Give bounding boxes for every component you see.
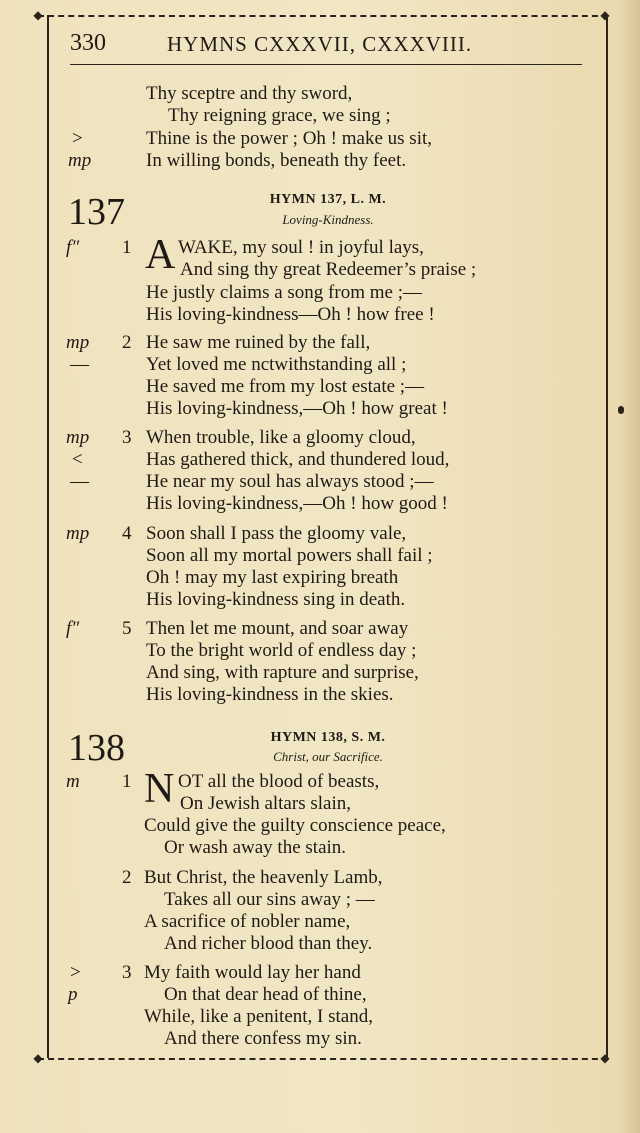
dynamic-mark: p [68,984,78,1005]
drop-cap: N [144,766,175,812]
hymn-heading-137: HYMN 137, L. M. [269,192,387,207]
page-header [70,30,590,60]
hymn-number-137: 137 [68,191,125,233]
stanza-number: 1 [122,237,132,258]
verse-line: Has gathered thick, and thundered loud, [146,449,450,470]
verse-line: His loving-kindness,—Oh ! how great ! [146,398,448,419]
verse-line: When trouble, like a gloomy cloud, [146,427,416,448]
verse-line: He justly claims a song from me ;— [146,282,422,303]
dynamic-mark: < [72,449,83,470]
corner-ornament-icon: ◆ [600,1051,610,1065]
dynamic-mark: — [70,471,89,492]
verse-line: WAKE, my soul ! in joyful lays, [178,237,424,258]
verse-line: My faith would lay her hand [144,962,361,983]
stanza-number: 4 [122,523,132,544]
header-rule [70,64,582,65]
corner-ornament-icon: ◆ [33,1051,43,1065]
verse-line: OT all the blood of beasts, [178,771,380,792]
dynamic-mark: f″ [66,237,80,258]
corner-ornament-icon: ◆ [600,8,610,22]
verse-line: Thy sceptre and thy sword, [146,83,353,104]
verse-line: His loving-kindness in the skies. [146,684,394,705]
verse-line: A sacrifice of nobler name, [144,911,351,932]
verse-line: Takes all our sins away ; — [164,889,375,910]
dynamic-mark: > [70,962,81,983]
verse-line: On that dear head of thine, [164,984,367,1005]
verse-line: His loving-kindness,—Oh ! how good ! [146,493,448,514]
verse-line: In willing bonds, beneath thy feet. [146,150,407,171]
hymn-heading-138: HYMN 138, S. M. [270,730,386,745]
running-title: HYMNS CXXXVII, CXXXVIII. [167,32,473,56]
frame-top-border [38,15,608,17]
verse-line: But Christ, the heavenly Lamb, [144,867,383,888]
frame-left-border [47,15,49,1058]
dynamic-mark: m [66,771,80,792]
verse-line: He saved me from my lost estate ;— [146,376,425,397]
verse-line: To the bright world of endless day ; [146,640,417,661]
verse-line: Or wash away the stain. [164,837,347,858]
verse-line: While, like a penitent, I stand, [144,1006,373,1027]
page-number: 330 [70,30,106,56]
stanza-number: 3 [122,962,132,983]
page-edge-shadow [620,0,640,1133]
verse-line: Then let me mount, and soar away [146,618,409,639]
verse-line: He near my soul has always stood ;— [146,471,434,492]
corner-ornament-icon: ◆ [33,8,43,22]
verse-line: Yet loved me nctwithstanding all ; [146,354,407,375]
dynamic-mark: — [70,354,89,375]
verse-line: Could give the guilty conscience peace, [144,815,446,836]
ink-speck [618,406,624,414]
frame-right-border [606,15,608,1058]
dynamic-mark: mp [66,427,90,448]
verse-line: He saw me ruined by the fall, [146,332,371,353]
drop-cap: A [145,232,176,278]
dynamic-mark: > [72,128,83,149]
verse-line: And there confess my sin. [164,1028,362,1049]
stanza-number: 5 [122,618,132,639]
frame-bottom-border [38,1058,608,1060]
stanza-number: 1 [122,771,132,792]
stanza-number: 2 [122,332,132,353]
verse-line: And richer blood than they. [164,933,373,954]
dynamic-mark: f″ [66,618,80,639]
verse-line: And sing thy great Redeemer’s praise ; [180,259,477,280]
dynamic-mark: mp [68,150,92,171]
verse-line: His loving-kindness sing in death. [146,589,406,610]
dynamic-mark: mp [66,523,90,544]
hymn-number-138: 138 [68,727,125,769]
verse-line: Thy reigning grace, we sing ; [168,105,391,126]
verse-line: Thine is the power ; Oh ! make us sit, [146,128,433,149]
verse-line: Soon shall I pass the gloomy vale, [146,523,407,544]
dynamic-mark: mp [66,332,90,353]
verse-line: And sing, with rapture and surprise, [146,662,419,683]
verse-line: Soon all my mortal powers shall fail ; [146,545,433,566]
hymn-subtitle-137: Loving-Kindness. [282,212,374,227]
verse-line: His loving-kindness—Oh ! how free ! [146,304,435,325]
stanza-number: 2 [122,867,132,888]
hymn-subtitle-138: Christ, our Sacrifice. [273,749,383,764]
stanza-number: 3 [122,427,132,448]
verse-line: On Jewish altars slain, [180,793,351,814]
verse-line: Oh ! may my last expiring breath [146,567,399,588]
